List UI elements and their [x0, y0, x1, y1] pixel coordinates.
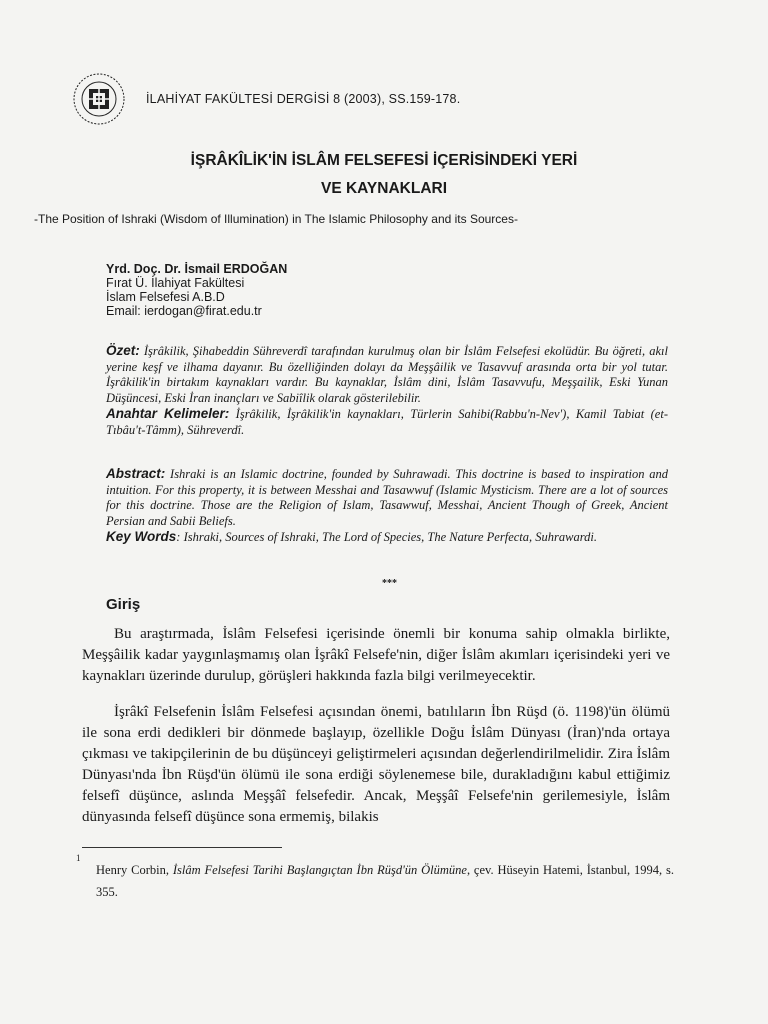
key-words-label: Key Words: [106, 529, 177, 544]
key-words-text: : Ishraki, Sources of Ishraki, The Lord of Species, The Nature Perfecta, Suhrawardi.: [176, 530, 597, 544]
footnote-number: 1: [76, 853, 81, 863]
english-title: -The Position of Ishraki (Wisdom of Illumination) in The Islamic Philosophy and its Sources-: [34, 212, 518, 226]
anahtar-kelimeler-label: Anahtar Kelimeler:: [106, 406, 230, 421]
university-seal-logo: [72, 72, 126, 126]
author-email: Email: ierdogan@firat.edu.tr: [106, 304, 262, 318]
author-block: [106, 262, 287, 318]
footnote: [96, 859, 674, 903]
section-heading: Giriş: [106, 596, 141, 613]
footnote-rest: , çev. Hüseyin Hatemi, İstanbul, 1994, s. 355.: [96, 863, 674, 899]
author-name: Yrd. Doç. Dr. İsmail ERDOĞAN: [106, 262, 288, 276]
abstract-label: Abstract:: [106, 466, 166, 481]
article-title: İŞRÂKÎLİK'İN İSLÂM FELSEFESİ İÇERİSİNDEKİ YERİ: [190, 152, 578, 169]
ozet-label: Özet:: [106, 343, 140, 358]
abstract-text: Ishraki is an Islamic doctrine, founded by Suhrawadi. This doctrine is based to inspiration and intuition. For this property, it is between Messhai and Tasawwuf (Islamic Mysticism. There are a lot of sources for this doctrine. Those are the Religion of Islam, Tasawwuf, Messhai, Ancient Though of Greek, Ancient Persian and Sabii Beliefs.: [106, 467, 668, 528]
footnote-author: Henry Corbin,: [96, 863, 173, 877]
footnote-divider: [82, 847, 282, 848]
author-faculty: Fırat Ü. İlahiyat Fakültesi: [106, 276, 245, 290]
ozet-text: İşrâkilik, Şihabeddin Sühreverdî tarafından kurulmuş olan bir İslâm Felsefesi ekolüdür. Bu öğreti, akıl yerine keşf ve ilhama dayanır. Bu özelliğinden dolayı da Meşşâilik ve Tasavvuf arasında orta bir yol tutar. İşrâkilik'in birtakım kaynakları vardır. Bu kaynaklar, İslâm dini, İslâm Tasavvufu, Meşşailik, Eski Yunan Düşüncesi, Eski İran inançları ve Sabiîlik olarak gösterilebilir.: [106, 344, 668, 405]
journal-citation: İLAHİYAT FAKÜLTESİ DERGİSİ 8 (2003), SS.159-178.: [146, 92, 461, 106]
article-title-line2: VE KAYNAKLARI: [320, 180, 448, 197]
body-paragraph-2: İşrâkî Felsefenin İslâm Felsefesi açısından önemi, batılıların İbn Rüşd (ö. 1198)'ün ölümü ile sona erdi dedikleri bir dönmede başlayıp, özellikle Doğu İslâm Dünyası (İran)'nda ortaya çıkması ve takipçilerinin de bu düşünceyi geliştirmeleri açısından değerlendirilmelidir. Zira İslâm Dünyası'nda İbn Rüşd'ün ölümü ile sona erdiği söylenemese bile, durakladığını kabul ettiğimiz felsefî düşünce, aslında Meşşâî felsefedir. Ancak, Meşşâî Felsefe'nin gerilemesiyle, İslâm dünyasında felsefî düşünce sona ermemiş, bilakis: [82, 704, 670, 825]
body-paragraph-1: Bu araştırmada, İslâm Felsefesi içerisinde önemli bir konuma sahip olmakla birlikte, Meşşâilik kadar yaygınlaşmamış olan İşrâkî Felsefe'nin, diğer İslâm akımları içerisindeki yeri ve kaynakları üzerinde durulup, görüşleri hakkında fazla bilgi verilmeyecektir.: [82, 626, 670, 684]
english-abstract: [106, 466, 668, 546]
author-department: İslam Felsefesi A.B.D: [106, 290, 225, 304]
turkish-abstract: [106, 343, 668, 438]
anahtar-kelimeler-text: İşrâkilik, İşrâkilik'in kaynakları, Türlerin Sahibi(Rabbu'n-Nev'), Kamil Tabiat (et-Tıbâu't-Tâmm), Sühreverdî.: [106, 407, 668, 437]
section-separator: ***: [382, 578, 397, 589]
footnote-book-title: İslâm Felsefesi Tarihi Başlangıçtan İbn Rüşd'ün Ölümüne: [172, 863, 467, 877]
